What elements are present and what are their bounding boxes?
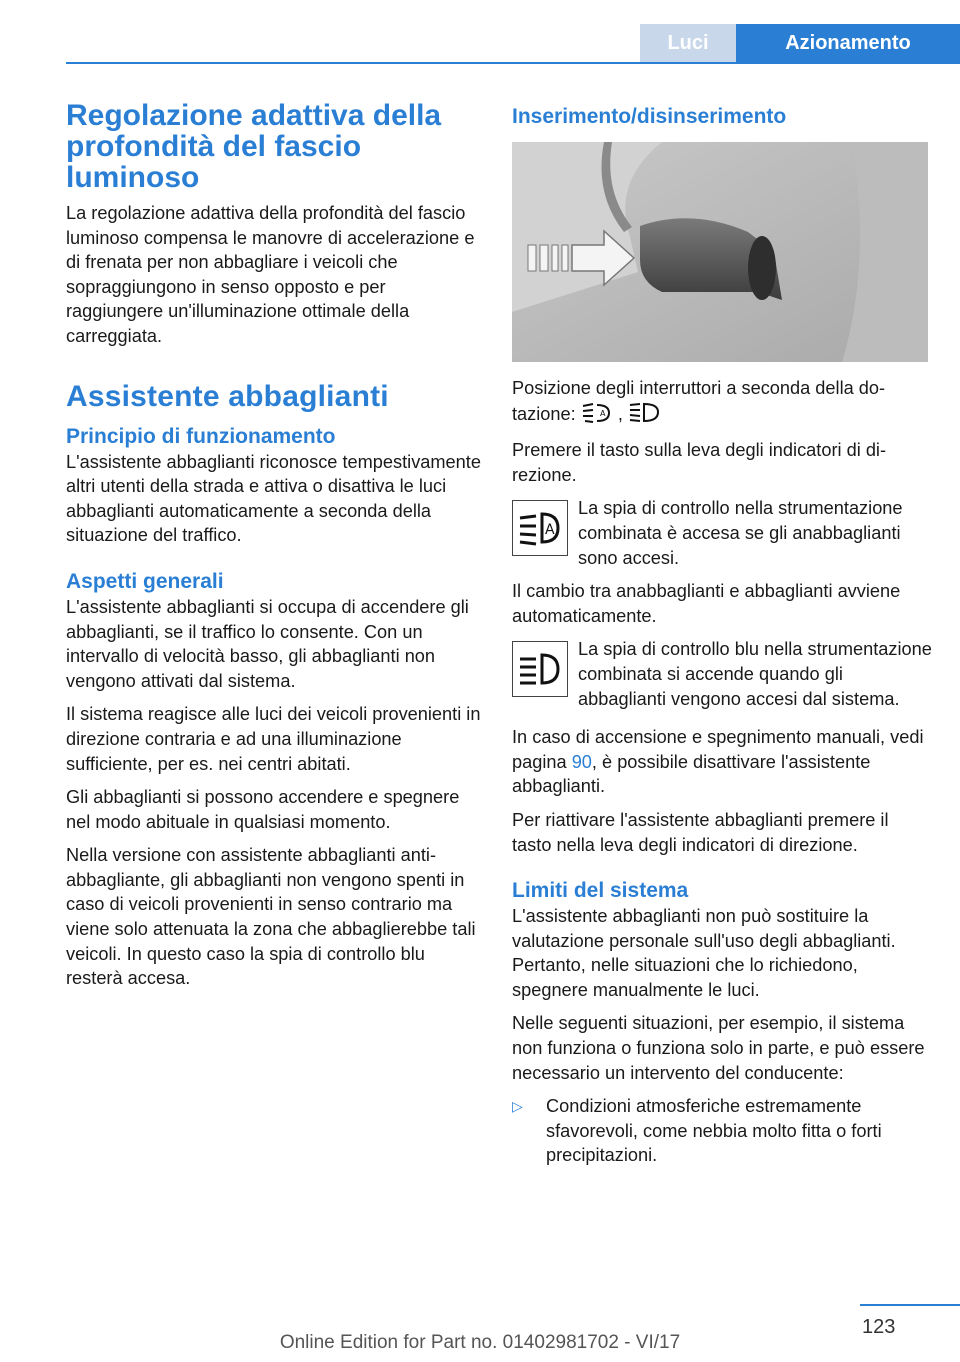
left-column — [66, 100, 482, 1000]
posizione-text: Posizione degli interruttori a seconda della dotazione: — [512, 378, 886, 424]
right-column — [512, 100, 932, 1168]
paragraph-spia-2: La spia di controllo blu nella strumentazione combinata si accende quando gli abbaglianti vengono accesi dal sistema. — [578, 639, 932, 709]
svg-text:A: A — [599, 408, 606, 418]
header-chapter-tab[interactable]: Azionamento — [736, 24, 960, 62]
paragraph-regolazione: La regolazione adattiva della profondità del fascio luminoso compensa le manovre di accelerazione e di frenata per non abbagliare i veicoli che sopraggiungono in senso opposto e per raggiungere un'illuminazione ottimale della carreggiata. — [66, 203, 475, 346]
indicator-box-1 — [512, 496, 932, 570]
heading-inserimento: Inserimento/disinserimento — [512, 105, 787, 128]
paragraph-aspetti-1: L'assistente abbaglianti si occupa di accendere gli abbaglianti, se il traffico lo consente. Con un intervallo di velocità basso, gli abbaglianti non vengono attivati dal sistema. — [66, 596, 469, 691]
paragraph-spia-1: La spia di controllo nella strumentazione combinata è accesa se gli anabbaglianti sono accesi. — [578, 498, 903, 568]
svg-text:A: A — [545, 522, 555, 539]
caso-text-post: , è possibile disattivare l'assistente abbaglianti. — [512, 751, 871, 797]
bullet-item — [512, 1094, 932, 1168]
paragraph-caso — [512, 725, 932, 799]
steering-stalk-photo — [512, 142, 928, 362]
caso-text-pre: In caso di accensione e spegnimento manuali, vedi pagina — [512, 727, 924, 772]
heading-aspetti: Aspetti generali — [66, 569, 224, 593]
paragraph-aspetti-4: Nella versione con assistente abbaglianti antiabbagliante, gli abbaglianti non vengono spenti in caso di veicoli provenienti in senso contrario ma viene solo attenuata la zona che abbaglierebbe tali veicoli. In questo caso la spia di controllo blu resterà accesa. — [66, 845, 476, 989]
paragraph-principio: L'assistente abbaglianti riconosce tempestivamente altri utenti della strada e attiva o disattiva le luci abbaglianti automaticamente a seconda della situazione del traffico. — [66, 451, 481, 546]
bullet-text: Condizioni atmosferiche estremamente sfavorevoli, come nebbia molto fitta o forti precipitazioni. — [546, 1096, 882, 1166]
steering-stalk-illustration — [512, 142, 928, 362]
paragraph-premere: Premere il tasto sulla leva degli indicatori di direzione. — [512, 440, 887, 485]
heading-assistente: Assistente abbaglianti — [66, 379, 389, 413]
high-beam-indicator-icon — [512, 641, 568, 697]
indicator-box-2 — [512, 637, 932, 711]
triangle-bullet-icon: ▷ — [512, 1098, 523, 1115]
page-link-90[interactable]: 90 — [571, 751, 592, 772]
paragraph-posizione — [512, 376, 932, 429]
auto-high-beam-icon — [581, 401, 613, 430]
paragraph-riattivare: Per riattivare l'assistente abbaglianti premere il tasto nella leva degli indicatori di direzione. — [512, 809, 889, 855]
heading-regolazione: Regolazione adattiva della profondità del fascio luminoso — [66, 99, 442, 194]
posizione-separator: , — [617, 403, 623, 424]
footer-rule — [860, 1304, 960, 1306]
header-section-tab[interactable]: Luci — [640, 24, 736, 62]
page-number: 123 — [862, 1316, 896, 1338]
heading-principio: Principio di funzionamento — [66, 424, 336, 448]
paragraph-limiti-2: Nelle seguenti situazioni, per esempio, il sistema non funziona o funziona solo in parte, e può essere necessario un intervento del conducente: — [512, 1013, 925, 1083]
header-rule — [66, 62, 960, 64]
paragraph-aspetti-3: Gli abbaglianti si possono accendere e spegnere nel modo abituale in qualsiasi momento. — [66, 787, 460, 832]
paragraph-limiti-1: L'assistente abbaglianti non può sostituire la valutazione personale sull'uso degli abbaglianti. Pertanto, nelle situazioni che lo richiedono, spegnere manualmente le luci. — [512, 906, 896, 1000]
auto-high-beam-indicator-icon — [512, 500, 568, 556]
paragraph-aspetti-2: Il sistema reagisce alle luci dei veicoli provenienti in direzione contraria e ad una illuminazione sufficiente, per es. nei centri abitati. — [66, 704, 481, 774]
paragraph-cambio: Il cambio tra anabbaglianti e abbaglianti avviene automaticamente. — [512, 581, 901, 626]
high-beam-icon — [628, 401, 660, 430]
heading-limiti: Limiti del sistema — [512, 879, 689, 903]
edition-footer: Online Edition for Part no. 01402981702 - VI/17 — [279, 1332, 681, 1353]
